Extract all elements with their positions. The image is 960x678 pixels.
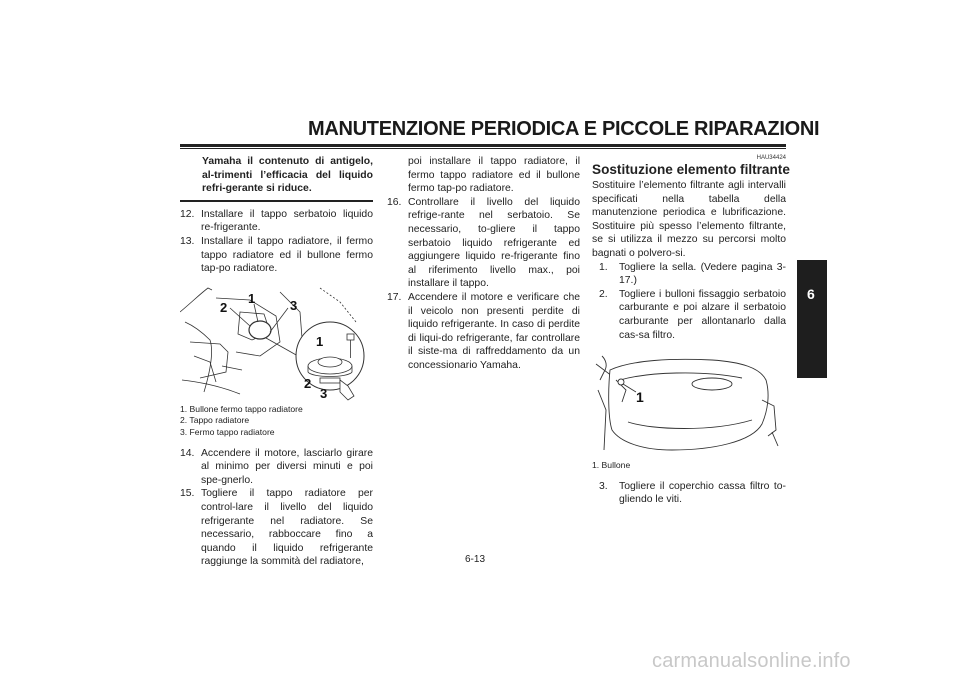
radiator-cap-illustration xyxy=(180,282,373,402)
step-15-continuation: poi installare il tappo radiatore, il fermo tappo radiatore ed il bullone fermo tap-po radiatore. xyxy=(408,156,580,195)
column-1 xyxy=(180,155,373,569)
section-intro: Sostituire l’elemento filtrante agli intervalli specificati nella tabella della manutenzione periodica e lubrificazione. Sostituire più spesso l’elemento filtrante, se si utilizza il mezzo su percorsi molto bagnati o polvero-si. xyxy=(592,180,786,259)
step-number: 16. xyxy=(387,196,402,208)
page-number: 6-13 xyxy=(465,554,486,565)
detail-callout-2: 2 xyxy=(304,375,312,391)
section-heading: Sostituzione elemento filtrante xyxy=(592,162,790,177)
step-3 xyxy=(592,480,786,507)
step-text: Togliere il coperchio cassa filtro to-gliendo le viti. xyxy=(619,480,786,506)
step-12 xyxy=(180,208,373,235)
callout-3: 3 xyxy=(290,297,298,313)
caption-line: 2. Tappo radiatore xyxy=(180,415,250,426)
column-3 xyxy=(592,155,790,507)
step-number: 12. xyxy=(180,208,195,220)
step-1 xyxy=(592,261,786,288)
title-rule-thin xyxy=(180,148,786,149)
figure-2-caption xyxy=(592,460,786,472)
fuel-tank-illustration xyxy=(592,350,786,458)
step-number: 17. xyxy=(387,291,402,303)
step-text: Togliere la sella. (Vedere pagina 3-17.) xyxy=(619,261,786,287)
watermark: carmanualsonline.info xyxy=(652,650,851,672)
step-text: Accendere il motore e verificare che il veicolo non presenti perdite di liquido refrigerante. In caso di perdite di liqui-do refrigerante, far controllare il siste-ma di raffreddamento da un concessionario Yamaha. xyxy=(408,291,580,371)
step-17 xyxy=(387,291,580,373)
caption-line: 1. Bullone xyxy=(592,460,631,471)
step-text: Installare il tappo radiatore, il fermo tappo radiatore ed il bullone fermo tap-po radiatore. xyxy=(201,235,373,275)
radiator-cap-figure xyxy=(180,282,373,402)
step-number: 1. xyxy=(599,261,608,273)
caption-line: 1. Bullone fermo tappo radiatore xyxy=(180,403,303,414)
chapter-number: 6 xyxy=(807,286,815,302)
step-text: Accendere il motore, lasciarlo girare al minimo per diversi minuti e poi spe-gnerlo. xyxy=(201,447,373,486)
step-number: 3. xyxy=(599,480,608,492)
fuel-tank-figure xyxy=(592,350,786,458)
column-2 xyxy=(387,155,580,373)
section-code: HAU34424 xyxy=(756,155,786,161)
warning-divider xyxy=(180,200,373,202)
callout-1: 1 xyxy=(248,290,256,306)
step-2 xyxy=(592,288,786,342)
caption-line: 3. Fermo tappo radiatore xyxy=(180,426,275,437)
step-number: 2. xyxy=(599,288,608,300)
detail-callout-3: 3 xyxy=(320,385,328,401)
step-16 xyxy=(387,196,580,291)
step-number: 13. xyxy=(180,235,195,247)
warning-text: Yamaha il contenuto di antigelo, al-trimenti l’efficacia del liquido refri-gerante si riduce. xyxy=(202,156,373,195)
step-text: Controllare il livello del liquido refrige-rante nel serbatoio. Se necessario, to-gliere il tappo serbatoio liquido refrigerante ed aggiungere liquido re-frigerante fino al riferimento livello max., poi installare il tappo. xyxy=(408,196,580,290)
step-number: 15. xyxy=(180,488,195,500)
title-rule xyxy=(180,144,786,147)
step-text: Togliere il tappo radiatore per control-lare il livello del liquido refrigerante nel radiatore. Se necessario, rabboccare fino a quando il liquido refrigerante raggiunge la sommità del radiatore, xyxy=(201,488,373,568)
detail-callout-1: 1 xyxy=(316,333,324,349)
tank-callout-1: 1 xyxy=(636,389,644,406)
step-14 xyxy=(180,447,373,488)
step-text: Togliere i bulloni fissaggio serbatoio carburante e poi alzare il serbatoio carburante per allontanarlo dalla cas-sa filtro. xyxy=(619,288,786,341)
callout-2: 2 xyxy=(220,299,228,315)
figure-1-caption xyxy=(180,404,373,439)
step-15 xyxy=(180,487,373,569)
step-13 xyxy=(180,235,373,276)
step-number: 14. xyxy=(180,447,195,459)
step-text: Installare il tappo serbatoio liquido re-frigerante. xyxy=(201,208,373,234)
page-title: MANUTENZIONE PERIODICA E PICCOLE RIPARAZIONI xyxy=(308,118,820,140)
chapter-tab xyxy=(797,260,827,378)
